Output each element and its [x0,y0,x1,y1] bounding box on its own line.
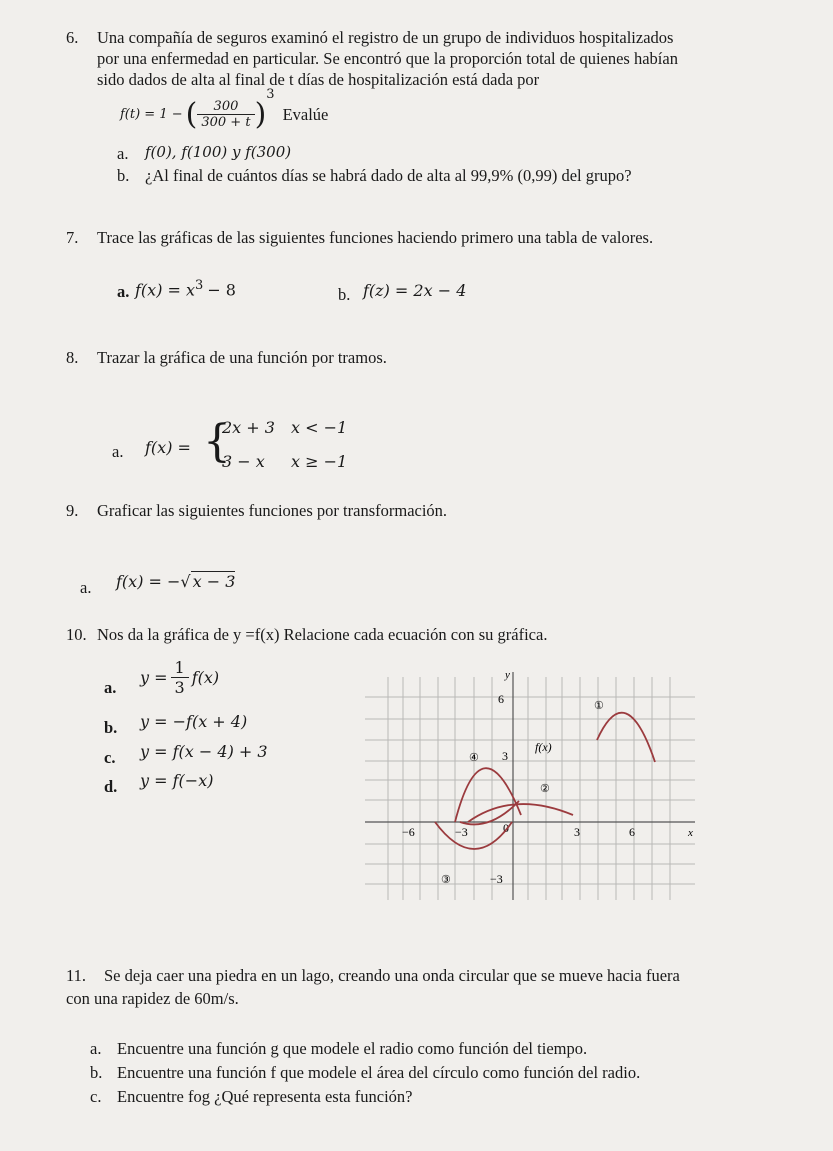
q7-a-tail: − 8 [207,280,236,300]
q6-formula-numerator: 300 [197,99,254,115]
q6-a-label: a. [117,144,129,163]
tick-x-3: 3 [574,825,580,839]
q6-b-text: ¿Al final de cuántos días se habrá dado de alta al 99,9% (0,99) del grupo? [145,166,632,185]
q8-piece-1-expr: 2x + 3 [222,418,275,437]
q9-a-formula [116,572,235,592]
q11-b-label: b. [90,1063,103,1082]
tick-x-6: 6 [629,825,635,839]
q8-lhs: f(x) = [145,438,191,457]
q8-piece-1-cond: x < −1 [291,418,348,437]
q6-a-text: f(0), f(100) y f(300) [145,143,292,161]
q6-paren-open: ( [185,96,198,132]
q6-formula-fraction [197,99,254,130]
q6-number: 6. [66,28,79,47]
q6-formula [120,87,329,138]
q7-a-formula-base: f(x) = x [135,280,196,300]
q10-c-formula: y = f(x − 4) + 3 [140,742,268,761]
q11-c-label: c. [90,1087,102,1106]
q10-a-denominator: 3 [174,677,185,697]
graph-axes [365,672,695,900]
x-axis-label: x [688,827,693,839]
q9-a-lhs: f(x) = − [116,572,181,591]
q8-piece-2-cond: x ≥ −1 [291,452,348,471]
q6-line-1: Una compañía de seguros examinó el registro de un grupo de individuos hospitalizados [97,28,674,47]
tick-y-3: 3 [502,749,508,763]
q10-b-formula: y = −f(x + 4) [140,712,248,731]
q6-formula-lhs: f(t) = 1 − [120,106,183,122]
graph-curves [435,713,655,849]
q7-a-exponent: 3 [195,278,204,293]
q7-b-formula: f(z) = 2x − 4 [363,281,467,300]
q11-a-text: Encuentre una función g que modele el radio como función del tiempo. [117,1039,588,1058]
q6-b-label: b. [117,166,130,185]
curve-label-2: ② [540,783,550,795]
q6-formula-denominator: 300 + t [201,114,251,130]
q10-a-post: f(x) [191,667,220,687]
curve-label-1: ① [594,700,604,712]
q9-number: 9. [66,501,79,520]
q10-graph [355,662,700,902]
q6-formula-exponent: 3 [266,87,275,102]
q7-number: 7. [66,228,79,247]
q10-a-fraction [171,658,189,697]
q11-c-text: Encuentre fog ¿Qué representa esta función? [117,1087,413,1106]
q6-paren-close: ) [254,96,267,132]
q10-c-label: c. [104,748,116,767]
curve-label-3: ③ [441,874,451,886]
tick-x-neg6: −6 [402,825,415,839]
tick-y-6: 6 [498,692,504,706]
q10-a-formula [140,652,219,702]
curve-4 [455,768,521,822]
q9-a-radicand: x − 3 [192,572,236,591]
q10-a-numerator: 1 [171,658,189,678]
graph-grid [365,677,695,900]
q11-line-1: Se deja caer una piedra en un lago, creando una onda circular que se mueve hacia fuera [104,966,680,985]
q7-b-label: b. [338,285,351,304]
q9-text: Graficar las siguientes funciones por transformación. [97,501,448,520]
q11-a-label: a. [90,1039,102,1058]
q11-b-text: Encuentre una función f que modele el área del círculo como función del radio. [117,1063,641,1082]
q7-text: Trace las gráficas de las siguientes funciones haciendo primero una tabla de valores. [97,228,654,247]
q10-d-formula: y = f(−x) [140,771,214,790]
q6-line-3: sido dados de alta al final de t días de hospitalización está dada por [97,70,540,89]
q11-number: 11. [66,966,87,985]
q7-a-formula [135,278,236,300]
q8-text: Trazar la gráfica de una función por tramos. [97,348,387,367]
tick-x-0: 0 [503,821,509,835]
q11-line-2: con una rapidez de 60m/s. [66,989,239,1008]
q6-evalue: Evalúe [282,104,329,124]
q9-sqrt-symbol: √ [180,572,191,591]
q9-a-label: a. [80,578,92,597]
q10-b-label: b. [104,718,118,737]
q10-a-pre: y = [140,667,168,687]
fx-label: f(x) [535,740,552,754]
y-axis-label: y [505,669,510,681]
q10-number: 10. [66,625,87,644]
q8-brace: { [203,416,231,467]
q8-number: 8. [66,348,79,367]
q8-a-label: a. [112,442,124,461]
tick-y-neg3: −3 [490,872,503,886]
q10-a-label: a. [104,678,117,697]
q10-d-label: d. [104,777,118,796]
tick-x-neg3: −3 [455,825,468,839]
q6-line-2: por una enfermedad en particular. Se encontró que la proporción total de quienes habían [97,49,678,68]
q8-piece-2-expr: 3 − x [222,452,265,471]
curve-1 [597,713,655,762]
q10-text: Nos da la gráfica de y =f(x) Relacione cada ecuación con su gráfica. [97,625,548,644]
q7-a-label: a. [117,282,130,301]
curve-label-4: ④ [469,752,479,764]
